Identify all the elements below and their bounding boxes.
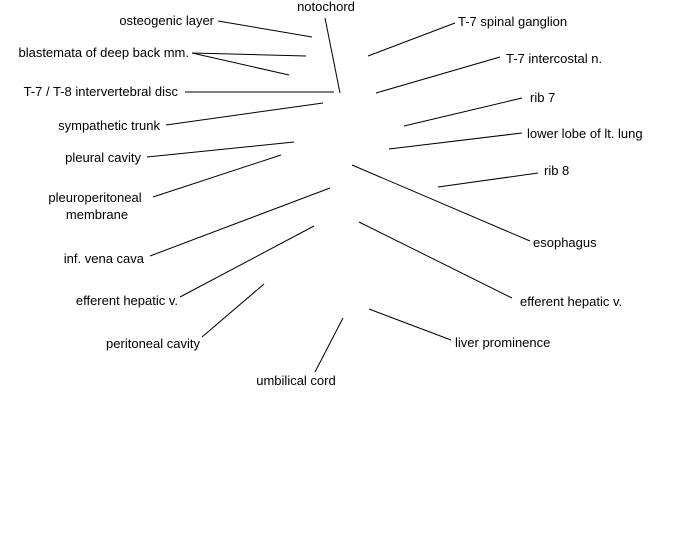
label-rib-7: rib 7 — [530, 90, 556, 105]
leader-line-esophagus — [352, 165, 530, 241]
label-pleural-cavity: pleural cavity — [65, 150, 141, 165]
leader-line-inf-vena-cava — [150, 188, 330, 256]
label-rib-8: rib 8 — [544, 163, 570, 178]
leader-line-efferent-hepatic-right — [359, 222, 512, 298]
leader-lines — [147, 18, 538, 372]
leader-line-blastemata-lower — [192, 53, 289, 75]
label-intervertebral-disc: T-7 / T-8 intervertebral disc — [23, 84, 178, 99]
leader-line-rib-7 — [404, 98, 522, 126]
leader-line-notochord — [325, 18, 340, 93]
leader-line-intercostal-n — [376, 57, 500, 93]
leader-line-sympathetic-trunk — [166, 103, 323, 125]
leader-line-peritoneal-cavity — [202, 284, 264, 337]
label-inf-vena-cava: inf. vena cava — [63, 251, 144, 266]
label-osteogenic-layer: osteogenic layer — [119, 13, 214, 28]
label-liver-prominence: liver prominence — [455, 335, 551, 350]
label-intercostal-n: T-7 intercostal n. — [506, 51, 603, 66]
label-efferent-hepatic-left: efferent hepatic v. — [75, 293, 178, 308]
label-blastemata: blastemata of deep back mm. — [18, 45, 189, 60]
label-pleuroperitoneal-line2: membrane — [65, 207, 129, 222]
label-esophagus: esophagus — [533, 235, 597, 250]
label-sympathetic-trunk: sympathetic trunk — [58, 118, 160, 133]
leader-line-pleuroperitoneal-membrane — [153, 155, 281, 197]
label-notochord: notochord — [297, 0, 355, 14]
leader-line-liver-prominence — [369, 309, 451, 340]
label-spinal-ganglion: T-7 spinal ganglion — [458, 14, 568, 29]
leader-line-pleural-cavity — [147, 142, 294, 157]
leader-line-spinal-ganglion — [368, 23, 455, 56]
label-umbilical-cord: umbilical cord — [256, 373, 336, 388]
leader-line-osteogenic-layer — [218, 21, 312, 37]
leader-line-rib-8 — [438, 173, 538, 187]
label-lower-lobe: lower lobe of lt. lung — [527, 126, 643, 141]
leader-line-blastemata-upper — [192, 53, 306, 56]
labels — [18, 0, 642, 388]
label-efferent-hepatic-right: efferent hepatic v. — [520, 294, 623, 309]
leader-line-umbilical-cord — [315, 318, 343, 372]
label-pleuroperitoneal-line1: pleuroperitoneal — [48, 190, 142, 205]
leader-line-lower-lobe — [389, 133, 522, 149]
label-peritoneal-cavity: peritoneal cavity — [106, 336, 200, 351]
